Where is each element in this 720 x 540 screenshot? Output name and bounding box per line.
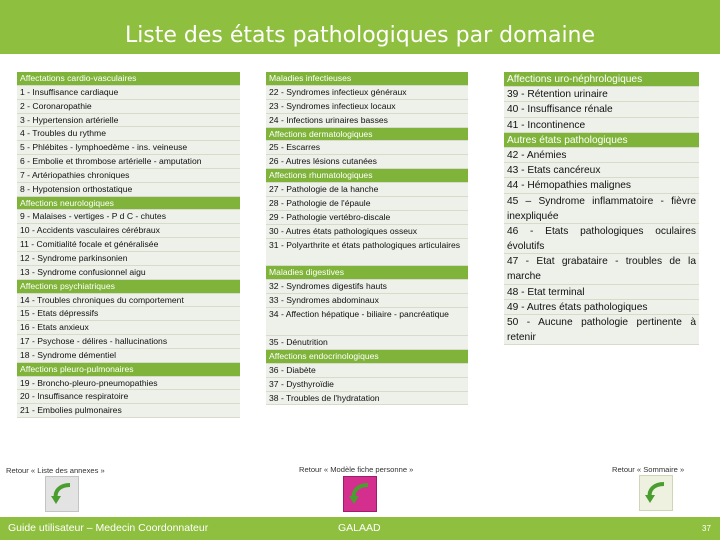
pathology-item: 38 - Troubles de l'hydratation — [266, 392, 468, 406]
pathology-item: 14 - Troubles chroniques du comportement — [17, 294, 240, 308]
pathology-item: 49 - Autres états pathologiques — [504, 300, 699, 315]
section-header: Affections rhumatologiques — [266, 169, 468, 183]
pathology-item: 15 - Etats dépressifs — [17, 307, 240, 321]
back-to-fiche-button[interactable] — [343, 476, 377, 512]
section-header: Affectations cardio-vasculaires — [17, 72, 240, 86]
pathology-item: 9 - Malaises - vertiges - P d C - chutes — [17, 210, 240, 224]
pathology-item: 12 - Syndrome parkinsonien — [17, 252, 240, 266]
section-header: Maladies infectieuses — [266, 72, 468, 86]
pathology-item: 24 - Infections urinaires basses — [266, 114, 468, 128]
pathology-item: 45 – Syndrome inflammatoire - fièvre inexpliquée — [504, 194, 699, 224]
pathology-item: 40 - Insuffisance rénale — [504, 102, 699, 117]
pathology-list-column-2 — [266, 72, 468, 405]
pathology-item: 35 - Dénutrition — [266, 336, 468, 350]
pathology-item: 4 - Troubles du rythme — [17, 127, 240, 141]
pathology-item: 21 - Embolies pulmonaires — [17, 404, 240, 418]
section-header: Affections dermatologiques — [266, 128, 468, 142]
pathology-item: 30 - Autres états pathologiques osseux — [266, 225, 468, 239]
curved-arrow-icon — [348, 481, 374, 507]
pathology-item: 17 - Psychose - délires - hallucinations — [17, 335, 240, 349]
curved-arrow-icon — [644, 480, 670, 506]
pathology-item: 42 - Anémies — [504, 148, 699, 163]
pathology-item: 10 - Accidents vasculaires cérébraux — [17, 224, 240, 238]
page-title: Liste des états pathologiques par domaine — [124, 23, 596, 48]
pathology-item: 13 - Syndrome confusionnel aigu — [17, 266, 240, 280]
pathology-item: 5 - Phlébites - lymphoedème - ins. veineuse — [17, 141, 240, 155]
section-header: Affections pleuro-pulmonaires — [17, 363, 240, 377]
pathology-item: 34 - Affection hépatique - biliaire - pancréatique — [266, 308, 468, 336]
pathology-item: 3 - Hypertension artérielle — [17, 114, 240, 128]
page-number: 37 — [702, 524, 711, 533]
back-to-annexes-label[interactable]: Retour « Liste des annexes » — [6, 466, 105, 475]
pathology-item: 33 - Syndromes abdominaux — [266, 294, 468, 308]
back-to-fiche-label[interactable]: Retour « Modèle fiche personne » — [299, 465, 414, 474]
pathology-item: 25 - Escarres — [266, 141, 468, 155]
section-header: Affections endocrinologiques — [266, 350, 468, 364]
back-to-annexes-button[interactable] — [45, 476, 79, 512]
pathology-item: 11 - Comitialité focale et généralisée — [17, 238, 240, 252]
pathology-item: 6 - Embolie et thrombose artérielle - amputation — [17, 155, 240, 169]
pathology-item: 27 - Pathologie de la hanche — [266, 183, 468, 197]
section-header: Autres états pathologiques — [504, 133, 699, 148]
section-header: Affections psychiatriques — [17, 280, 240, 294]
pathology-item: 19 - Broncho-pleuro-pneumopathies — [17, 377, 240, 391]
pathology-list-column-3 — [504, 72, 699, 345]
pathology-item: 29 - Pathologie vertébro-discale — [266, 211, 468, 225]
pathology-item: 43 - Etats cancéreux — [504, 163, 699, 178]
curved-arrow-icon — [50, 481, 76, 507]
pathology-item: 41 - Incontinence — [504, 118, 699, 133]
pathology-item: 31 - Polyarthrite et états pathologiques articulaires — [266, 239, 468, 267]
pathology-item: 28 - Pathologie de l'épaule — [266, 197, 468, 211]
section-header: Affections neurologiques — [17, 197, 240, 211]
back-to-sommaire-label[interactable]: Retour « Sommaire » — [612, 465, 685, 474]
section-header: Maladies digestives — [266, 266, 468, 280]
footer-guide-title: Guide utilisateur – Medecin Coordonnateur — [8, 522, 209, 534]
pathology-item: 48 - Etat terminal — [504, 285, 699, 300]
pathology-item: 23 - Syndromes infectieux locaux — [266, 100, 468, 114]
pathology-item: 26 - Autres lésions cutanées — [266, 155, 468, 169]
pathology-item: 36 - Diabète — [266, 364, 468, 378]
pathology-item: 7 - Artériopathies chroniques — [17, 169, 240, 183]
pathology-item: 20 - Insuffisance respiratoire — [17, 390, 240, 404]
pathology-item: 1 - Insuffisance cardiaque — [17, 86, 240, 100]
pathology-item: 39 - Rétention urinaire — [504, 87, 699, 102]
back-to-sommaire-button[interactable] — [639, 475, 673, 511]
pathology-item: 47 - Etat grabataire - troubles de la marche — [504, 254, 699, 284]
pathology-item: 46 - Etats pathologiques oculaires évolutifs — [504, 224, 699, 254]
pathology-item: 37 - Dysthyroïdie — [266, 378, 468, 392]
pathology-item: 2 - Coronaropathie — [17, 100, 240, 114]
pathology-item: 8 - Hypotension orthostatique — [17, 183, 240, 197]
pathology-item: 16 - Etats anxieux — [17, 321, 240, 335]
pathology-item: 22 - Syndromes infectieux généraux — [266, 86, 468, 100]
pathology-item: 18 - Syndrome démentiel — [17, 349, 240, 363]
section-header: Affections uro-néphrologiques — [504, 72, 699, 87]
pathology-list-column-1 — [17, 72, 240, 418]
pathology-item: 32 - Syndromes digestifs hauts — [266, 280, 468, 294]
footer-app-name: GALAAD — [338, 522, 381, 534]
pathology-item: 50 - Aucune pathologie pertinente à retenir — [504, 315, 699, 345]
pathology-item: 44 - Hémopathies malignes — [504, 178, 699, 193]
